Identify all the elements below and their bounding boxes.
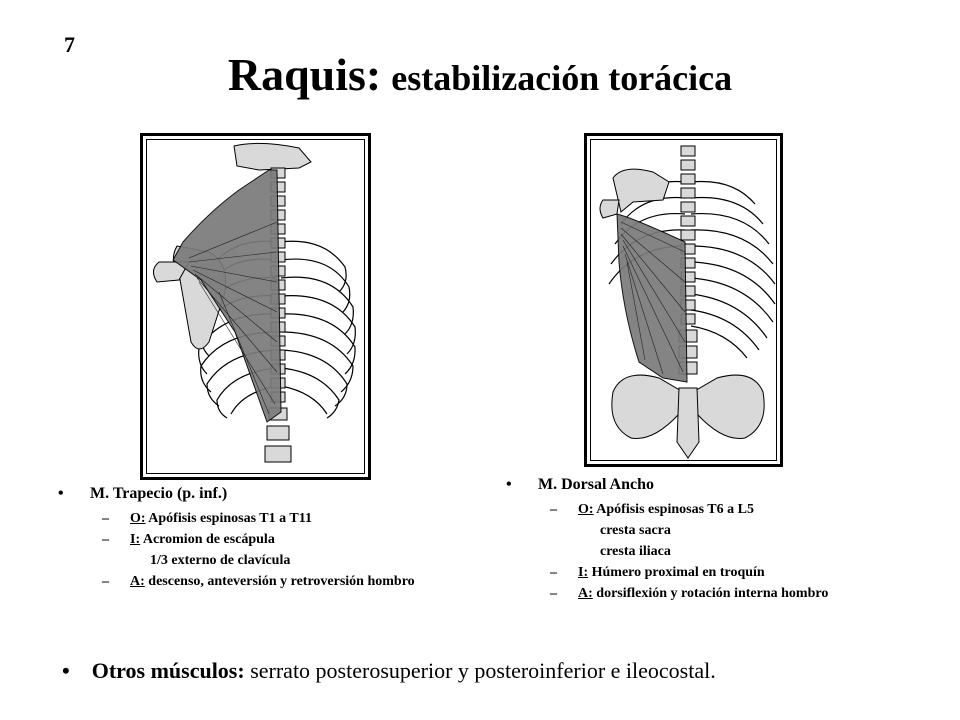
trapezius-insertion-continuation: 1/3 externo de clavícula bbox=[150, 553, 291, 568]
bullet-icon: • bbox=[62, 658, 70, 683]
trapezius-origin: – O: Apófisis espinosas T1 a T11 bbox=[102, 511, 312, 526]
latissimus-origin-continuation: cresta sacra bbox=[600, 523, 671, 538]
slide-number: 7 bbox=[64, 32, 75, 57]
other-muscles-text: serrato posterosuperior y posteroinferior e ileocostal. bbox=[244, 658, 716, 683]
title-subtitle: estabilización torácica bbox=[391, 58, 733, 98]
latissimus-insertion: – I: Húmero proximal en troquín bbox=[550, 565, 765, 580]
trapezius-notes bbox=[58, 484, 458, 594]
latissimus-figure bbox=[584, 133, 783, 467]
other-muscles-label: Otros músculos: bbox=[91, 658, 245, 683]
latissimus-origin-continuation: cresta iliaca bbox=[600, 544, 671, 559]
trapezius-action: – A: descenso, anteversión y retroversión hombro bbox=[102, 574, 415, 589]
trapezius-illustration bbox=[149, 142, 368, 477]
slide-title bbox=[0, 48, 960, 101]
trapezius-insertion: – I: Acromion de escápula bbox=[102, 532, 275, 547]
latissimus-origin: – O: Apófisis espinosas T6 a L5 bbox=[550, 502, 754, 517]
bullet-icon: • bbox=[506, 476, 512, 493]
latissimus-heading: • M. Dorsal Ancho bbox=[506, 476, 654, 493]
title-main: Raquis: bbox=[227, 49, 382, 100]
bullet-icon: • bbox=[58, 485, 64, 502]
latissimus-action: – A: dorsiflexión y rotación interna hombro bbox=[550, 586, 829, 601]
other-muscles bbox=[62, 658, 716, 684]
trapezius-figure bbox=[140, 133, 371, 480]
latissimus-illustration bbox=[593, 142, 780, 464]
latissimus-notes bbox=[506, 475, 946, 606]
trapezius-heading: • M. Trapecio (p. inf.) bbox=[58, 485, 228, 502]
